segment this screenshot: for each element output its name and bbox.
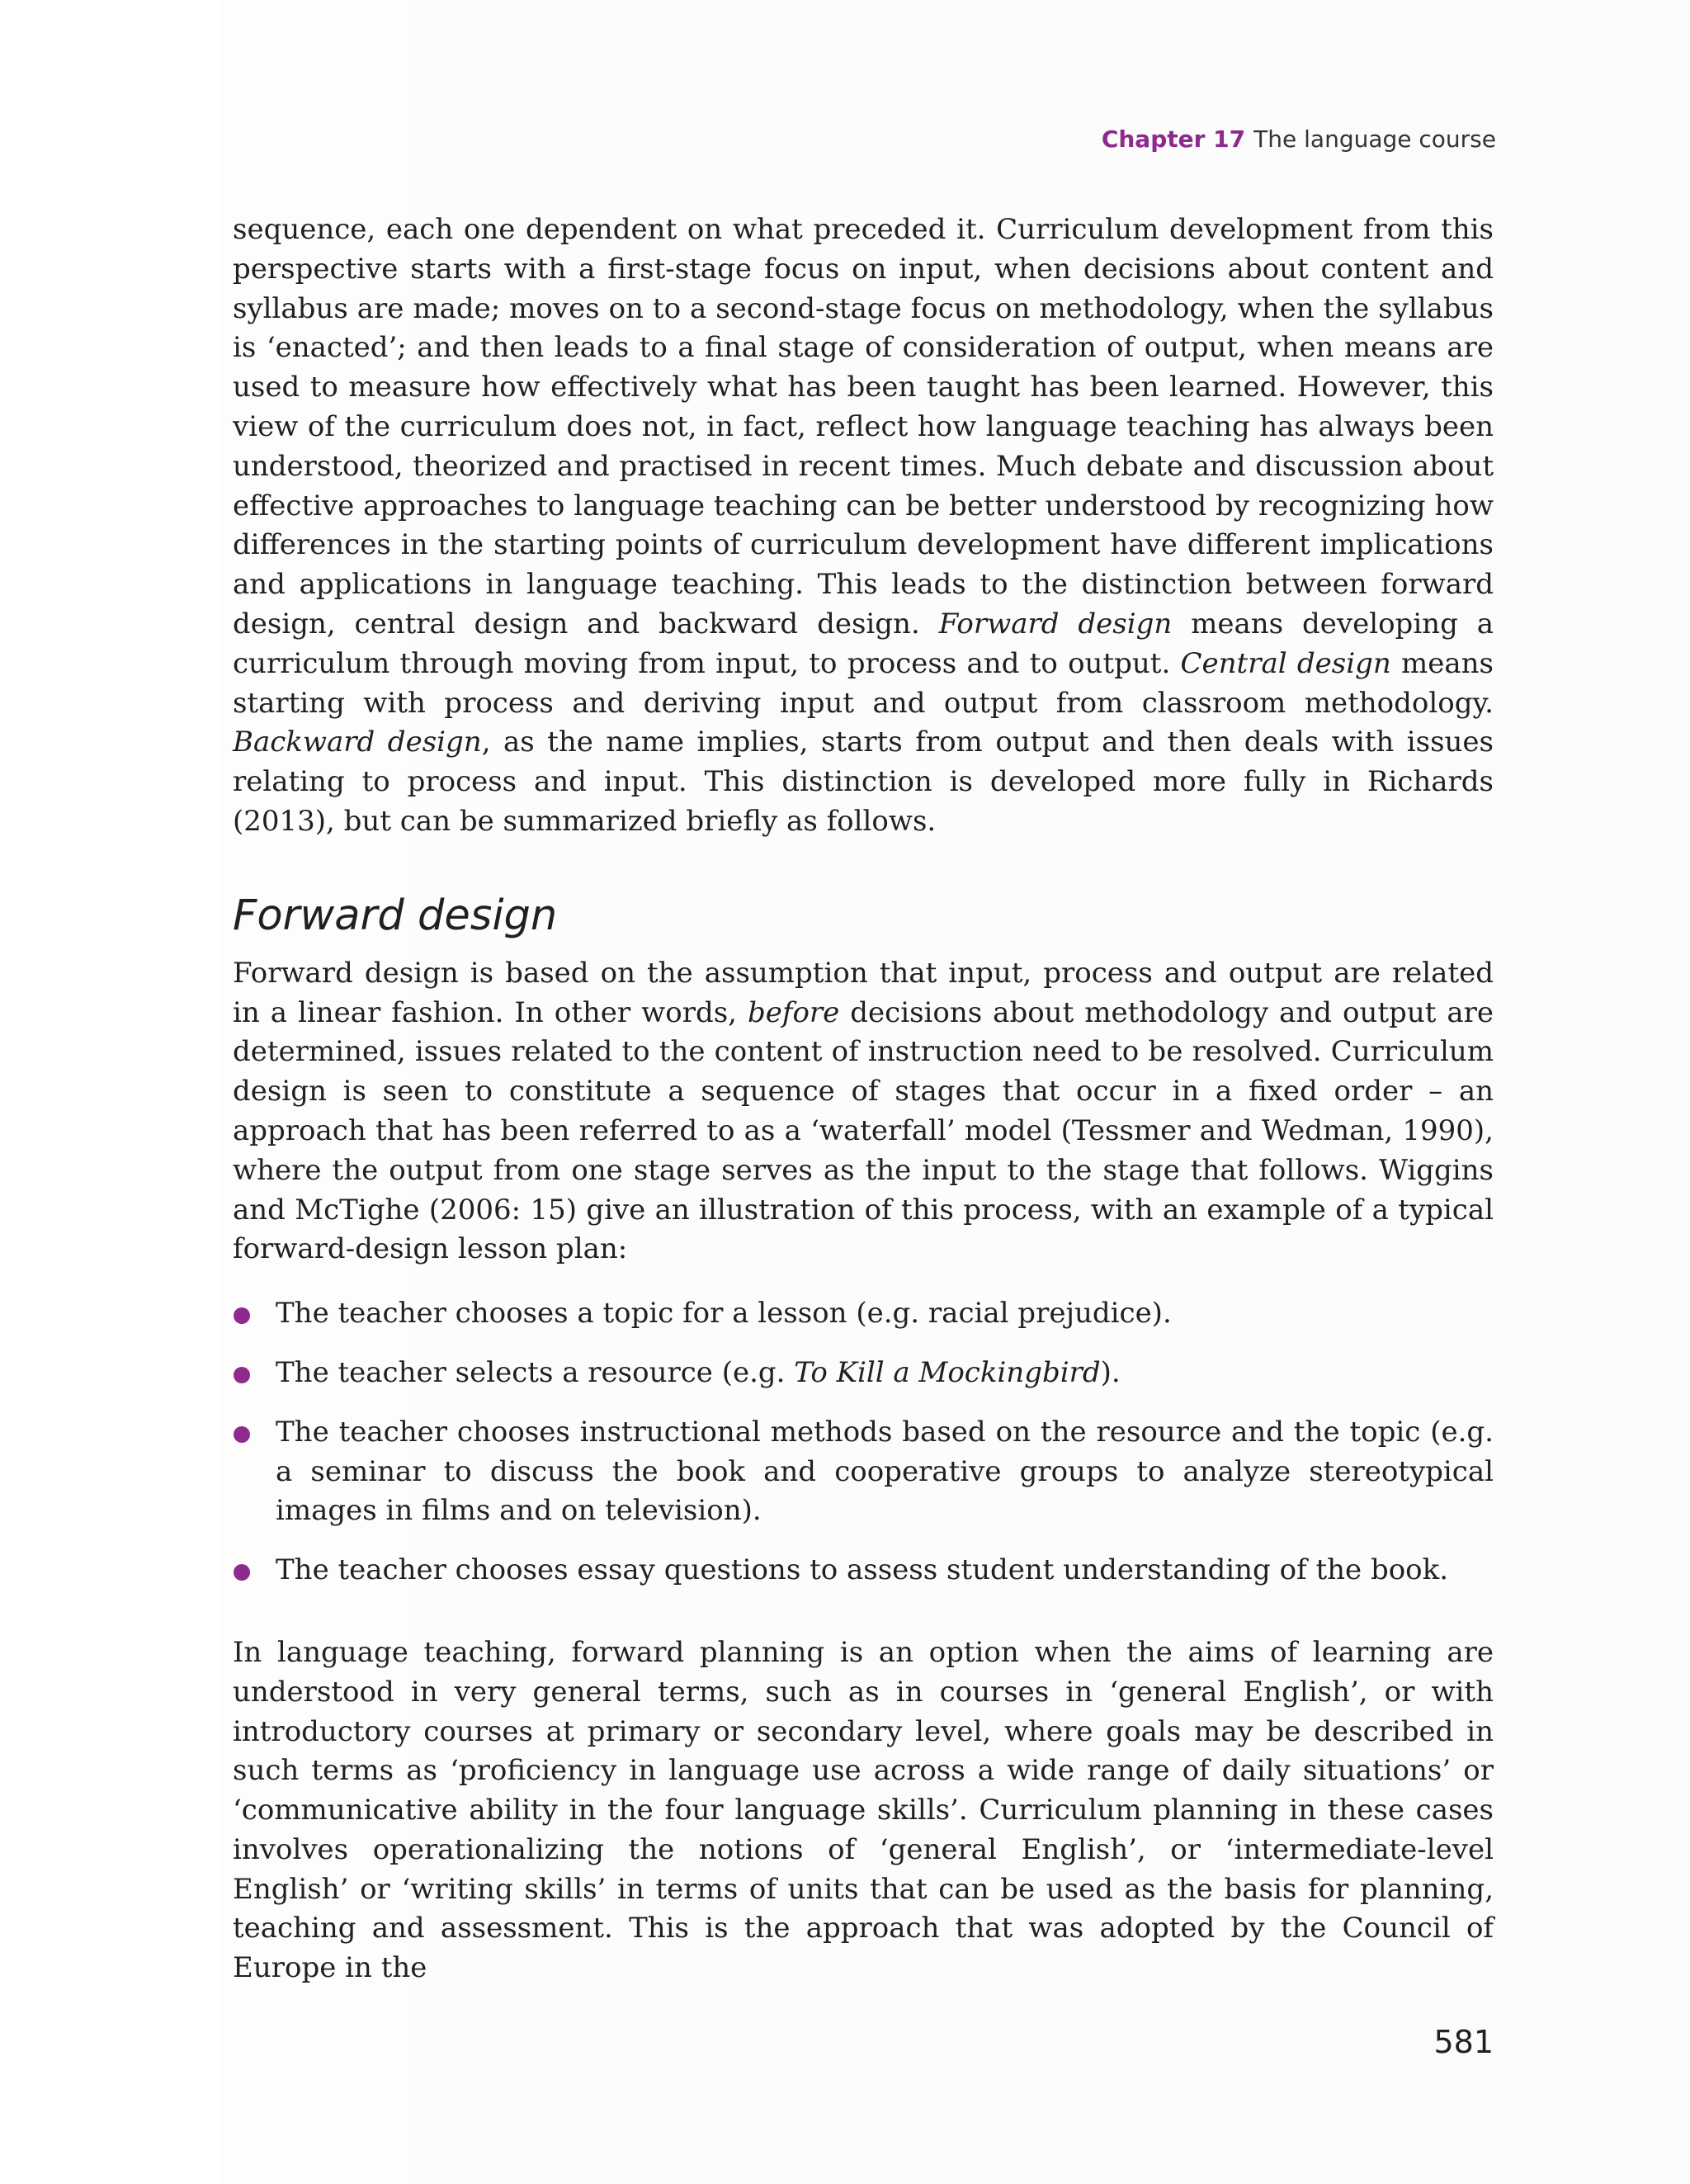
- list-item: [233, 1551, 1494, 1591]
- spacer: [233, 941, 1494, 954]
- list-item-text: The teacher chooses instructional methods based on the resource and the topic (e.g. a seminar to discuss the book and cooperative groups to analyze stereotypical images in films and on television).: [276, 1415, 1494, 1528]
- paragraph-text: means starting with process and deriving input and output from classroom methodology.: [233, 646, 1494, 720]
- spacer: [233, 1610, 1494, 1633]
- spacer: [233, 1269, 1494, 1294]
- bullet-dot-icon: [234, 1564, 250, 1581]
- paragraph-text: , as the name implies, starts from output and then deals with issues relating to process and input. This distinction is developed more fully in Richards (2013), but can be summarized briefly as follows.: [233, 726, 1494, 838]
- chapter-title: The language course: [1253, 125, 1496, 153]
- page-number: 581: [1433, 2024, 1494, 2060]
- paragraph-text: sequence, each one dependent on what preceded it. Curriculum development from this perspective starts with a first-stage focus on input, when decisions about content and syllabus are made; moves on to a second-stage focus on methodology, when the syllabus is ‘enacted’; and then leads to a final stage of consideration of output, when means are used to measure how effectively what has been taught has been learned. However, this view of the curriculum does not, in fact, reflect how language teaching has always been understood, theorized and practised in recent times. Much debate and discussion about effective approaches to language teaching can be better understood by recognizing how differences in the starting points of curriculum development have different implications and applications in language teaching. This leads to the distinction between forward design, central design and backward design.: [233, 213, 1494, 641]
- term-backward-design: Backward design: [233, 726, 482, 759]
- main-content: [233, 210, 1494, 1988]
- bullet-list: [233, 1294, 1494, 1591]
- list-item: [233, 1354, 1494, 1393]
- paragraph-forward-design: [233, 954, 1494, 1269]
- paragraph-intro: [233, 210, 1494, 842]
- list-item: [233, 1413, 1494, 1531]
- term-central-design: Central design: [1180, 646, 1391, 680]
- emphasis-before: before: [747, 995, 840, 1029]
- list-item: [233, 1294, 1494, 1334]
- list-item-text: The teacher selects a resource (e.g.: [276, 1355, 795, 1389]
- term-forward-design: Forward design: [938, 607, 1173, 641]
- paragraph-text: decisions about methodology and output are determined, issues related to the content of instruction need to be resolved. Curriculum design is seen to constitute a sequence of stages that occur in a fixed order – an approach that has been referred to as a ‘waterfall’ model (Tessmer and Wedman, 1990), where the output from one stage serves as the input to the stage that follows. Wiggins and McTighe (2006: 15) give an illustration of this process, with an example of a typical forward-design lesson plan:: [233, 995, 1494, 1266]
- bullet-dot-icon: [234, 1307, 250, 1324]
- bullet-dot-icon: [234, 1367, 250, 1383]
- list-item-text: The teacher chooses essay questions to assess student understanding of the book.: [276, 1553, 1449, 1587]
- bullet-dot-icon: [234, 1426, 250, 1443]
- book-title: To Kill a Mockingbird: [794, 1355, 1101, 1389]
- running-head: [1102, 125, 1496, 153]
- list-item-text: The teacher chooses a topic for a lesson (e.g. racial prejudice).: [276, 1297, 1172, 1331]
- paragraph-text: Forward design is based on the assumption that input, process and output are related in a linear fashion. In other words,: [233, 956, 1494, 1029]
- section-heading: Forward design: [233, 891, 558, 940]
- chapter-label: Chapter 17: [1101, 125, 1246, 153]
- list-item-text: ).: [1100, 1355, 1121, 1389]
- spacer: [233, 842, 1494, 891]
- paragraph-text: means developing a curriculum through moving from input, to process and to output.: [233, 607, 1494, 680]
- paragraph-language-teaching: In language teaching, forward planning is an option when the aims of learning are understood in very general terms, such as in courses in ‘general English’, or with introductory courses at primary or secondary level, where goals may be described in such terms as ‘proficiency in language use across a wide range of daily situations’ or ‘communicative ability in the four language skills’. Curriculum planning in these cases involves operationalizing the notions of ‘general English’, or ‘intermediate-level English’ or ‘writing skills’ in terms of units that can be used as the basis for planning, teaching and assessment. This is the approach that was adopted by the Council of Europe in the: [233, 1635, 1494, 1985]
